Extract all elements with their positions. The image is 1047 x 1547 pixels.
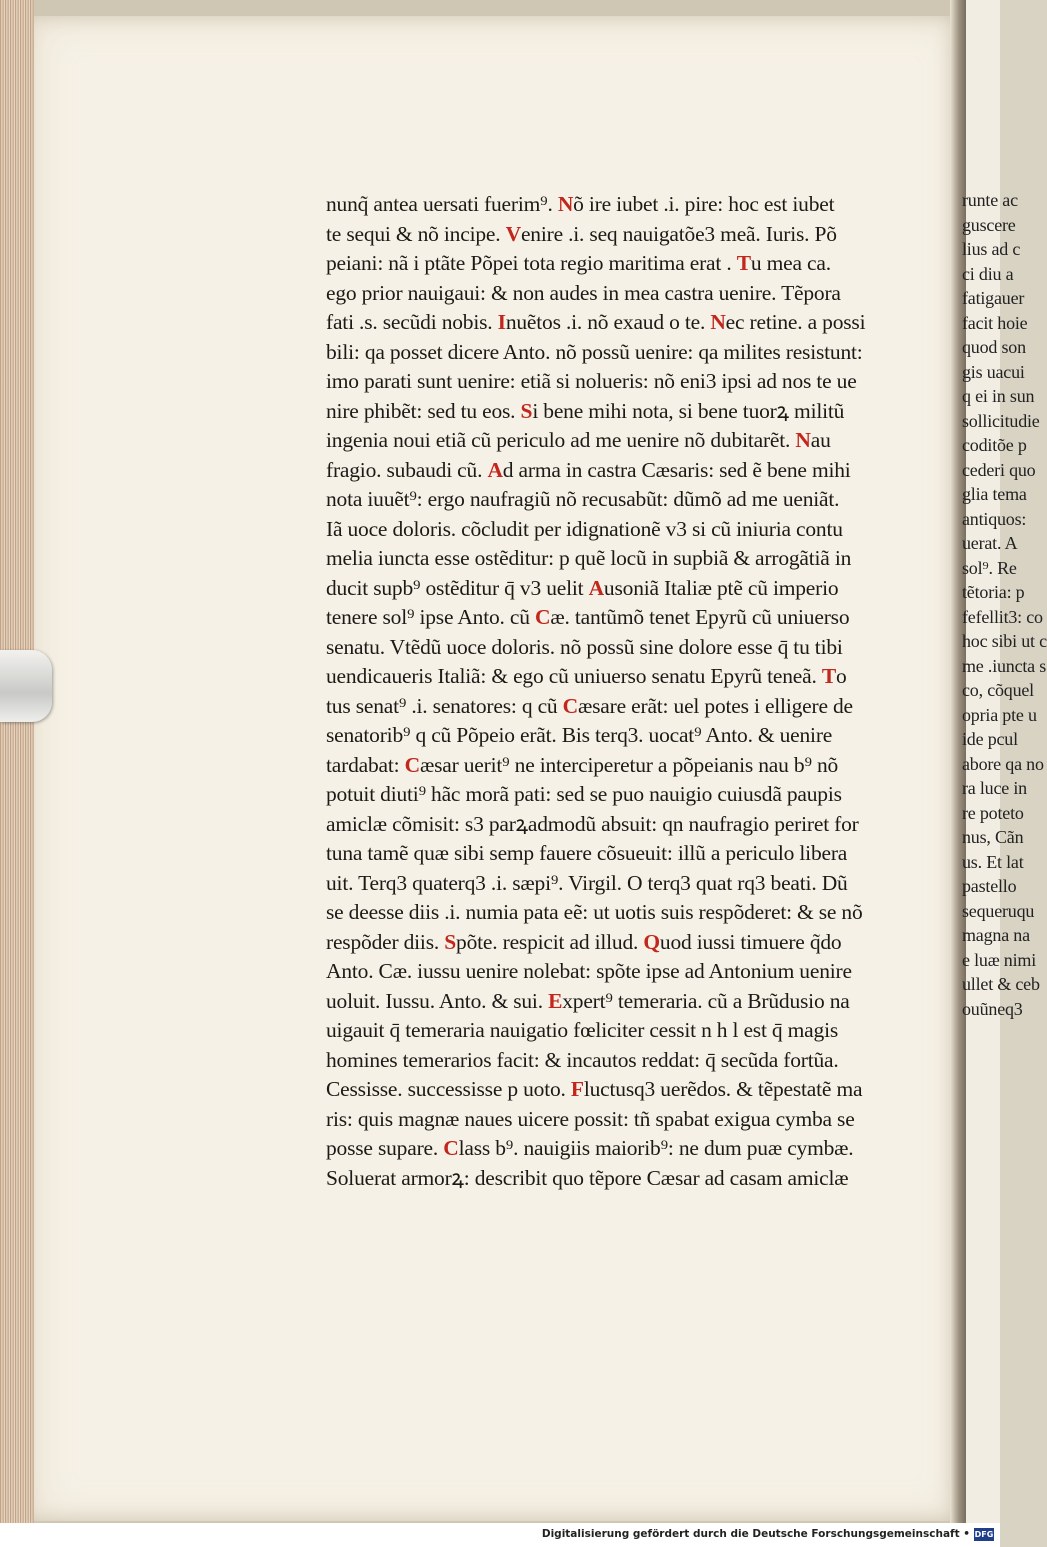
text-line: tus senat⁹ .i. senatores: q cũ Cæsare erãt: uel potes i elligere de [326, 693, 853, 718]
facing-page-line: sequeruqu [962, 900, 1035, 921]
facing-page-line: me .iuncta s [962, 655, 1047, 676]
text-line: tenere sol⁹ ipse Anto. cũ Cæ. tantũmõ tenet Epyrũ cũ uniuerso [326, 605, 850, 629]
text-line: te sequi & nõ incipe. Venire .i. seq nauigatõe3 meã. Iuris. Põ [326, 221, 837, 246]
text-line: ducit supb⁹ ostẽditur q̄ v3 uelit Ausoniã Italiæ ptẽ cũ imperio [326, 575, 839, 600]
facing-page-line: ide pcul [962, 729, 1018, 749]
text-line: potuit diuti⁹ hãc morã pati: sed se puo nauigio cuiusdã paupis [326, 782, 842, 806]
footer-bar [0, 1523, 1000, 1547]
facing-page-line: co, cõquel [962, 680, 1034, 700]
facing-page-line: quod son [962, 337, 1026, 357]
facing-page-line: guscere [962, 214, 1016, 235]
rubric-capital: N [795, 428, 811, 452]
facing-page-line: fatigauer [962, 288, 1025, 308]
rubric-capital: I [497, 310, 506, 334]
rubric-capital: C [443, 1136, 459, 1160]
facing-page-line: uerat. A [962, 533, 1018, 553]
text-block [326, 190, 908, 1193]
facing-page-lines [962, 0, 1047, 1021]
facing-page-line: ra luce in [962, 778, 1027, 798]
rubric-capital: S [444, 929, 457, 954]
facing-page-line: glia tema [962, 484, 1027, 504]
rubric-capital: A [487, 457, 503, 482]
facing-page-line: cederi quo [962, 459, 1036, 480]
text-line: fragio. subaudi cũ. Ad arma in castra Cæsaris: sed ẽ bene mihi [326, 457, 851, 482]
rubric-capital: N [710, 310, 726, 334]
dfg-logo: DFG [974, 1530, 994, 1539]
facing-page-line: ci diu a [962, 263, 1014, 284]
facing-page-line: runte ac [962, 190, 1018, 210]
facing-page-line: pastello [962, 876, 1017, 896]
facing-page-line: e luæ nimi [962, 949, 1036, 970]
facing-page-fragment [962, 0, 1047, 1523]
text-line: posse supare. Class b⁹. nauigiis maiorib⁹: ne dum puæ cymbæ. [326, 1136, 854, 1160]
facing-page-line: lius ad c [962, 239, 1021, 259]
footer-credit: Digitalisierung gefördert durch die Deutsche Forschungsgemeinschaft • [541, 1528, 970, 1540]
text-line: homines temerarios facit: & incautos reddat: q̄ secũda fortũa. [326, 1047, 839, 1072]
text-line: Soluerat armorꝝ: describit quo tẽpore Cæsar ad casam amiclæ [326, 1165, 849, 1190]
facing-page-line: re poteto [962, 802, 1024, 823]
text-line: fati .s. secũdi nobis. Inuẽtos .i. nõ exaud o te. Nec retine. a possi [326, 310, 866, 334]
page-clip [0, 650, 52, 722]
text-line: peiani: nã i ptãte Põpei tota regio maritima erat . Tu mea ca. [326, 251, 831, 275]
text-line: se deesse diis .i. numia pata eẽ: ut uotis suis respõderet: & se nõ [326, 900, 863, 924]
text-line: uendicaueris Italiã: & ego cũ uniuerso senatu Epyrũ teneã. To [326, 664, 847, 688]
text-line: respõder diis. Spõte. respicit ad illud. Quod iussi timuere q̃do [326, 929, 842, 954]
text-line: melia iuncta esse ostẽditur: p quẽ locũ in supbiã & arrogãtiã in [326, 546, 852, 570]
facing-page-line: q ei in sun [962, 386, 1035, 406]
text-line: tuna tamẽ quæ sibi semp fauere cõsueuit: illũ a periculo libera [326, 841, 848, 865]
rubric-capital: C [404, 752, 420, 777]
rubric-capital: T [821, 664, 836, 688]
facing-page-line: fefellit3: co [962, 606, 1043, 627]
facing-page-line: ullet & ceb [962, 974, 1040, 994]
text-line: nunq̃ antea uersati fuerim⁹. Nõ ire iubet .i. pire: hoc est iubet [326, 192, 835, 216]
facing-page-line: opria pte u [962, 704, 1037, 725]
text-line: imo parati sunt uenire: etiã si nolueris: nõ eni3 ipsi ad nos te ue [326, 369, 857, 393]
rubric-capital: S [520, 398, 533, 423]
text-line: uit. Terq3 quaterq3 .i. sæpi⁹. Virgil. O terq3 quat rq3 beati. Dũ [326, 870, 848, 895]
text-line: ingenia noui etiã cũ periculo ad me uenire nõ dubitarẽt. Nau [326, 428, 831, 452]
rubric-capital: E [548, 988, 563, 1013]
rubric-capital: V [505, 221, 521, 246]
rubric-capital: A [588, 575, 604, 600]
text-line: tardabat: Cæsar uerit⁹ ne interciperetur a põpeianis nau b⁹ nõ [326, 752, 839, 777]
text-line: amiclæ cõmisit: s3 parꝝadmodũ absuit: qn naufragio periret for [326, 811, 859, 836]
facing-page-line: antiquos: [962, 508, 1027, 529]
rubric-capital: Q [643, 929, 660, 954]
facing-page-line: sol⁹. Re [962, 557, 1017, 578]
rubric-capital: F [570, 1077, 584, 1101]
text-line: Cessisse. successisse p uoto. Fluctusq3 uerẽdos. & tẽpestatẽ ma [326, 1077, 863, 1101]
text-line: senatorib⁹ q cũ Põpeio erãt. Bis terq3. uocat⁹ Anto. & uenire [326, 723, 833, 747]
text-line: Iã uoce doloris. cõcludit per idignationẽ v3 si cũ iniuria contu [326, 516, 843, 541]
text-line: nota iuuẽt⁹: ergo naufragiũ nõ recusabũt: dũmõ ad me ueniãt. [326, 487, 840, 511]
facing-page-line: tẽtoria: p [962, 582, 1025, 602]
facing-page-line: sollicitudie [962, 410, 1040, 431]
facing-page-line: ouũneq3 [962, 998, 1023, 1019]
text-line: uigauit q̄ temeraria nauigatio fœliciter cessit n h l est q̄ magis [326, 1018, 839, 1042]
text-line: ris: quis magnæ naues uicere possit: tñ spabat exigua cymba se [326, 1106, 855, 1131]
facing-page-line: gis uacui [962, 361, 1025, 382]
rubric-capital: C [535, 605, 551, 629]
text-line: nire phibẽt: sed tu eos. Si bene mihi nota, si bene tuorꝝ militũ [326, 398, 845, 423]
text-line: ego prior nauigaui: & non audes in mea castra uenire. Tẽpora [326, 280, 841, 305]
rubric-capital: T [736, 251, 751, 275]
text-line: bili: qa posset dicere Anto. nõ possũ uenire: qa milites resistunt: [326, 339, 863, 364]
facing-page-line: magna na [962, 925, 1030, 945]
facing-page-line: abore qa no [962, 753, 1044, 774]
rubric-capital: C [562, 693, 578, 718]
text-line: senatu. Vtẽdũ uoce doloris. nõ possũ sine dolore esse q̄ tu tibi [326, 634, 843, 659]
page-edges [0, 0, 34, 1523]
facing-page-line: facit hoie [962, 312, 1028, 333]
facing-page-line: coditõe p [962, 435, 1027, 455]
facing-page-line: nus, Cãn [962, 827, 1024, 847]
facing-page-line: hoc sibi ut c [962, 631, 1047, 651]
text-line: uoluit. Iussu. Anto. & sui. Expert⁹ temeraria. cũ a Brũdusio na [326, 988, 850, 1013]
text-line: Anto. Cæ. iussu uenire nolebat: spõte ipse ad Antonium uenire [326, 959, 852, 983]
rubric-capital: N [557, 192, 574, 216]
facing-page-line: us. Et lat [962, 851, 1024, 872]
